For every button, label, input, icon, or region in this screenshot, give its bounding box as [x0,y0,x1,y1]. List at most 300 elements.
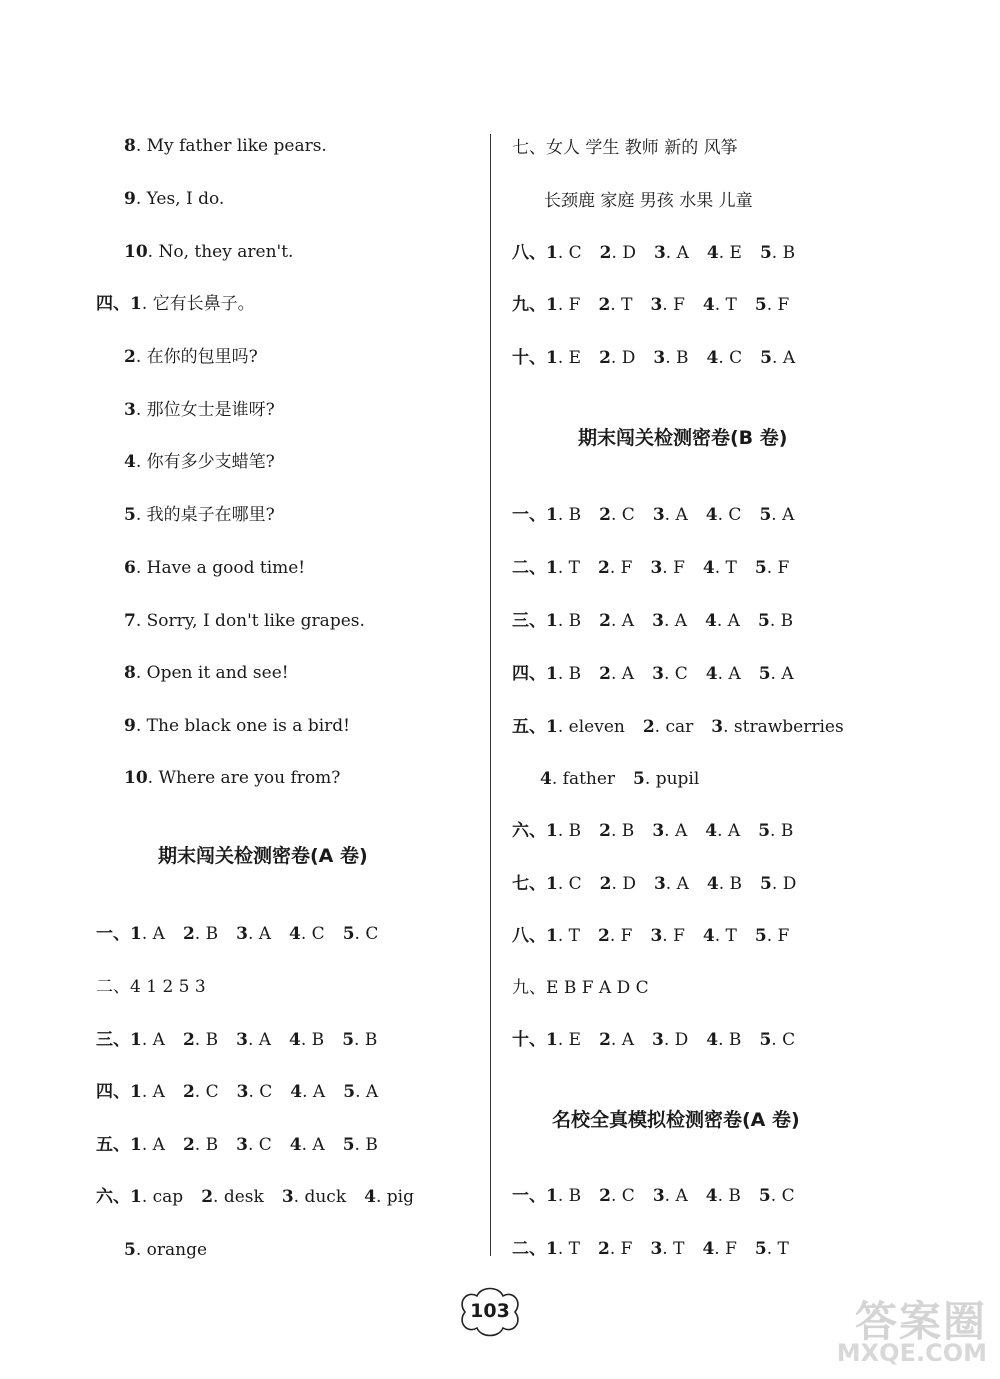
item-number: 2 [599,348,611,368]
item-number: 5 [759,243,772,263]
answer-item [760,243,795,263]
item-answer: . D [611,874,636,894]
answer-item [124,136,327,156]
item-number: 5 [760,874,772,894]
item-answer: . B [354,1030,378,1050]
item-answer: . B [718,1030,742,1050]
item-number: 2 [599,664,611,684]
item-number: 六、1 [96,1187,142,1207]
item-answer: . pig [375,1187,414,1207]
answer-line [512,503,794,527]
item-number: 3 [281,1187,294,1207]
item-answer: . eleven [557,717,625,737]
item-answer: . D [771,874,797,894]
item-answer: . C [247,1135,272,1155]
item-answer: . B [770,821,794,841]
answer-item [364,1187,414,1207]
answer-item [124,400,275,420]
answer-item [96,1135,165,1155]
item-answer: 七、女人 学生 教师 新的 风筝 [512,138,738,158]
answer-line [124,1238,207,1262]
answer-line [512,346,795,370]
answer-item [599,1030,634,1050]
item-answer: . A [301,1135,325,1155]
answer-item [512,978,649,998]
item-answer: . A [771,505,795,525]
answer-line [512,293,789,317]
answer-item [540,769,615,789]
answer-line [124,134,327,158]
item-number: 七、1 [512,874,558,894]
answer-item [512,717,625,737]
answer-item [512,505,581,525]
answer-item [759,505,794,525]
item-answer: . B [611,821,635,841]
answer-item [654,243,689,263]
answer-item [183,1082,219,1102]
answer-item [760,348,795,368]
item-number: 2 [182,1135,195,1155]
answer-line [512,1028,795,1052]
answer-line [96,975,206,999]
item-number: 3 [650,926,663,946]
item-number: 3 [650,558,663,578]
answer-item [652,1030,688,1050]
answer-line [512,976,649,1000]
answer-item [96,1082,165,1102]
item-number: 4 [702,295,715,315]
item-number: 八、1 [512,926,558,946]
item-answer: . C [248,1082,273,1102]
item-number: 四、1 [512,664,558,684]
answer-line [124,714,350,738]
item-answer: . A [302,1082,326,1102]
answer-item [654,874,689,894]
item-answer: . F [557,295,581,315]
item-number: 2 [598,1239,610,1259]
answer-item [758,611,793,631]
answer-item [512,348,581,368]
item-answer: . F [714,1239,737,1259]
item-number: 2 [599,1186,611,1206]
answer-item [290,1135,325,1155]
item-number: 5 [758,1186,771,1206]
item-number: 3 [653,874,666,894]
item-answer: . B [557,505,582,525]
item-answer: . A [665,874,689,894]
answer-line [96,1185,414,1209]
item-number: 2 [598,926,610,946]
item-number: 5 [754,295,767,315]
item-answer: . A [141,1135,165,1155]
item-answer: . E [557,348,582,368]
item-answer: . B [665,348,689,368]
answer-item [643,717,693,737]
item-number: 5 [342,1030,355,1050]
item-number: 8 [124,136,136,156]
answer-item [96,977,206,997]
item-answer: . B [557,664,582,684]
answer-item [183,924,218,944]
item-answer: . B [557,1186,582,1206]
answer-item [706,1030,741,1050]
section-heading-a: 期末闯关检测密卷(A 卷) [158,845,368,867]
item-number: 5 [760,348,773,368]
answer-item [702,1239,736,1259]
answer-line [96,922,378,946]
answer-item [755,295,789,315]
item-answer: . T [714,295,737,315]
answer-line [540,767,699,791]
page-number: 103 [470,1300,510,1322]
item-answer: . A [663,611,688,631]
watermark-url: MXQE.COM [836,1339,987,1367]
item-answer: . F [609,558,633,578]
item-answer: . Have a good time! [135,558,306,578]
item-answer: . T [714,926,737,946]
item-number: 2 [599,243,612,263]
answer-item [289,1030,324,1050]
item-number: 3 [652,1186,665,1206]
item-answer: . F [766,558,790,578]
item-number: 4 [705,821,718,841]
item-number: 5 [124,505,136,525]
item-answer: . A [772,348,796,368]
item-number: 4 [540,769,552,789]
item-answer: . T [662,1239,685,1259]
item-answer: . B [718,874,743,894]
item-number: 五、1 [512,717,558,737]
item-number: 九、1 [512,295,558,315]
item-number: 2 [124,347,136,367]
item-number: 2 [182,1030,195,1050]
item-answer: . Yes, I do. [135,189,225,209]
item-answer: . A [247,1030,272,1050]
item-answer: . B [194,924,219,944]
item-answer: . A [141,1082,165,1102]
item-answer: . No, they aren't. [147,242,294,262]
answer-line [96,292,255,316]
item-answer: . A [247,924,272,944]
item-answer: . C [718,348,743,368]
answer-item [343,1082,378,1102]
answer-item [124,189,224,209]
item-number: 3 [650,1239,663,1259]
item-answer: . A [717,664,741,684]
answer-item [183,1030,218,1050]
item-answer: . C [354,924,379,944]
column-divider [490,134,491,1256]
answer-item [124,1240,207,1260]
item-number: 4 [702,1239,715,1259]
answer-line [512,136,738,160]
item-number: 3 [652,664,664,684]
item-answer: . T [557,926,580,946]
item-answer: . 我的桌子在哪里? [135,505,275,525]
item-answer: . F [662,558,685,578]
item-number: 4 [706,1030,719,1050]
item-number: 4 [702,926,715,946]
answer-item [652,821,687,841]
item-answer: . C [194,1082,219,1102]
item-number: 4 [289,1135,302,1155]
answer-line [124,187,224,211]
answer-item [512,874,582,894]
item-answer: . T [557,1239,580,1259]
item-number: 2 [599,874,612,894]
item-answer: . My father like pears. [135,136,327,156]
item-answer: . A [770,664,794,684]
answer-item [707,243,742,263]
item-number: 2 [642,717,655,737]
answer-item [755,1239,789,1259]
answer-item [711,717,843,737]
answer-item [124,768,340,788]
answer-item [599,611,634,631]
item-answer: . orange [135,1240,208,1260]
item-number: 5 [758,664,771,684]
item-number: 4 [289,924,301,944]
item-number: 7 [124,611,136,631]
item-number: 4 [706,348,719,368]
answer-item [652,664,688,684]
answer-item [544,191,753,211]
answer-item [653,1186,688,1206]
item-number: 3 [652,505,665,525]
item-number: 3 [652,611,664,631]
item-number: 3 [650,295,663,315]
item-number: 3 [653,348,666,368]
item-number: 2 [599,1030,611,1050]
item-number: 6 [124,558,136,578]
answer-item [236,924,271,944]
answer-item [706,505,742,525]
answer-item [633,769,699,789]
answer-item [650,926,684,946]
answer-item [599,348,635,368]
item-answer: . T [610,295,633,315]
answer-item [599,1186,635,1206]
item-number: 5 [342,1135,355,1155]
watermark [770,1285,995,1375]
answer-item [703,558,737,578]
item-answer: . A [355,1082,379,1102]
item-number: 八、1 [512,243,558,263]
item-number: 3 [653,243,666,263]
answer-line [124,398,275,422]
item-answer: . A [610,1030,634,1050]
answer-item [600,874,636,894]
answer-item [512,611,581,631]
answer-item [512,295,580,315]
item-number: 2 [598,558,610,578]
item-answer: . D [611,243,636,263]
item-number: 5 [633,769,645,789]
item-answer: . F [766,295,790,315]
item-answer: . C [611,505,635,525]
item-number: 十、1 [512,348,558,368]
answer-item [96,924,165,944]
answer-item [124,452,275,472]
answer-line [512,1237,789,1261]
item-number: 5 [343,1082,356,1102]
answer-item [236,1135,272,1155]
answer-item [600,243,636,263]
watermark-logo: 答案圈 [854,1297,987,1346]
item-answer: . B [557,821,582,841]
item-answer: 长颈鹿 家庭 男孩 水果 儿童 [544,191,753,211]
item-number: 一、1 [96,924,142,944]
item-number: 4 [124,452,136,472]
item-answer: . cap [141,1187,184,1207]
answer-line [124,450,275,474]
answer-item [201,1187,264,1207]
answer-item [652,611,687,631]
item-answer: . Sorry, I don't like grapes. [135,611,365,631]
item-number: 5 [759,1030,772,1050]
answer-line [512,609,793,633]
item-answer: . B [194,1135,219,1155]
answer-item [653,505,688,525]
item-answer: . B [717,1186,741,1206]
item-number: 4 [705,664,718,684]
item-number: 5 [754,558,767,578]
answer-item [599,505,635,525]
answer-item [512,243,582,263]
answer-line [512,1184,795,1208]
answer-line [512,241,795,265]
answer-item [705,611,740,631]
item-number: 2 [182,1082,195,1102]
item-number: 3 [236,1135,248,1155]
answer-item [758,821,793,841]
item-number: 9 [124,189,136,209]
answer-line [512,662,794,686]
answer-item [703,295,737,315]
answer-item [703,926,737,946]
item-number: 十、1 [512,1030,558,1050]
item-answer: . A [141,924,165,944]
answer-item [598,295,632,315]
item-answer: . E [557,1030,582,1050]
answer-line [124,240,293,264]
item-answer: 二、4 1 2 5 3 [96,977,206,997]
item-number: 4 [706,874,719,894]
answer-item [96,1187,183,1207]
item-answer: . Where are you from? [147,768,341,788]
item-number: 四、1 [96,1082,142,1102]
item-number: 2 [201,1187,214,1207]
item-number: 9 [124,716,136,736]
item-number: 4 [290,1082,303,1102]
item-answer: . B [557,611,582,631]
answer-item [759,1030,795,1050]
answer-item [755,558,789,578]
item-answer: . father [551,769,616,789]
page-number-badge [455,1284,525,1340]
section-heading-b: 期末闯关检测密卷(B 卷) [578,427,788,449]
item-number: 4 [705,505,718,525]
item-answer: . A [664,505,688,525]
item-answer: . C [300,924,325,944]
answer-item [343,924,379,944]
item-answer: . B [771,243,796,263]
item-answer: . A [716,611,740,631]
item-number: 3 [124,400,136,420]
item-answer: . A [141,1030,165,1050]
answer-item [650,558,684,578]
item-number: 4 [364,1187,376,1207]
answer-item [237,1082,273,1102]
item-answer: . A [665,243,689,263]
answer-item [342,1030,377,1050]
item-number: 4 [702,558,715,578]
item-answer: . B [354,1135,378,1155]
answer-item [650,1239,684,1259]
item-answer: . A [611,611,635,631]
answer-item [707,348,743,368]
item-number: 4 [706,243,719,263]
item-number: 5 [754,926,767,946]
item-answer: . A [664,1186,688,1206]
item-answer: . B [300,1030,325,1050]
item-answer: . T [557,558,580,578]
item-answer: . A [664,821,688,841]
answer-item [512,664,581,684]
item-number: 3 [236,1082,249,1102]
answer-item [512,138,738,158]
answer-item [512,821,581,841]
item-number: 2 [599,821,611,841]
item-answer: . F [662,926,685,946]
item-answer: . 它有长鼻子。 [141,294,255,314]
answer-item [512,1030,581,1050]
item-answer: . A [611,664,635,684]
item-number: 四、1 [96,294,142,314]
answer-item [650,295,684,315]
item-answer: . C [557,874,582,894]
item-answer: 九、E B F A D C [512,978,649,998]
answer-item [290,1082,325,1102]
answer-item [96,294,255,314]
answer-line [512,819,793,843]
answer-item [512,926,580,946]
answer-item [282,1187,346,1207]
item-answer: . C [717,505,742,525]
answer-item [707,874,742,894]
item-answer: . desk [213,1187,264,1207]
item-number: 一、1 [512,505,558,525]
item-number: 5 [342,924,355,944]
answer-item [124,242,293,262]
item-number: 5 [757,611,770,631]
item-answer: . F [609,1239,633,1259]
item-answer: . D [610,348,636,368]
item-answer: . 你有多少支蜡笔? [135,452,275,472]
item-answer: . F [662,295,685,315]
item-number: 4 [705,1186,718,1206]
answer-line [124,609,365,633]
answer-item [598,926,632,946]
item-number: 二、1 [512,558,558,578]
item-number: 一、1 [512,1186,558,1206]
item-number: 3 [652,821,665,841]
answer-item [512,1186,581,1206]
item-number: 4 [705,611,717,631]
answer-line [96,1028,377,1052]
answer-line [124,345,258,369]
item-number: 10 [124,242,148,262]
